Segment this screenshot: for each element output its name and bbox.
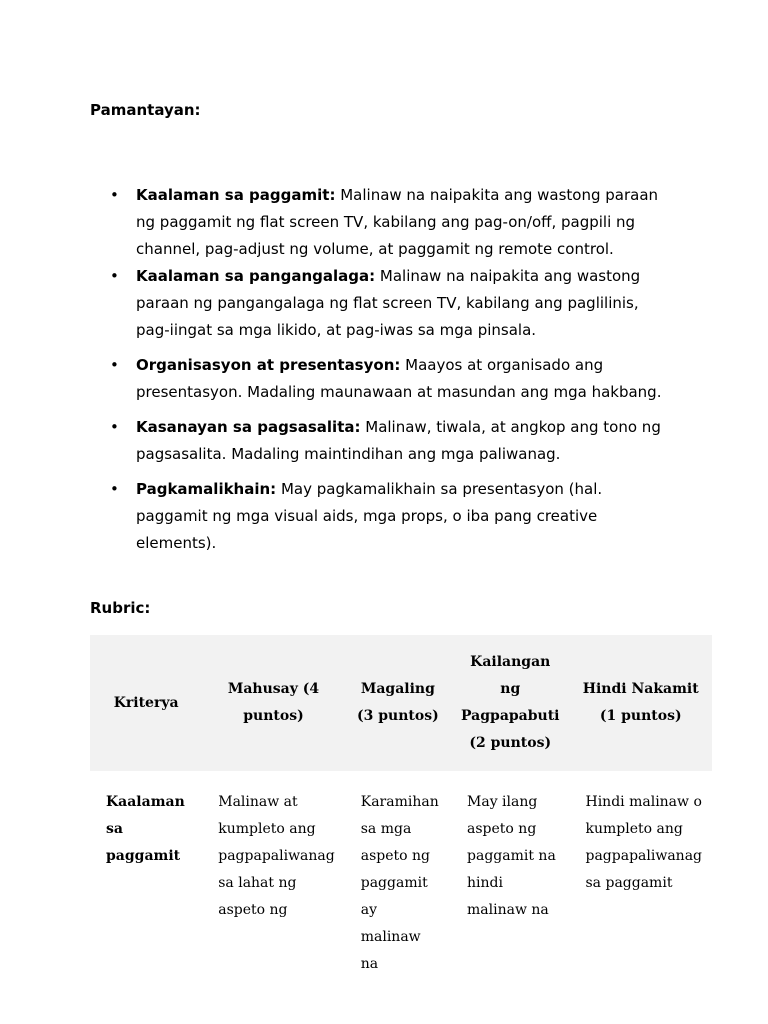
table-cell-hindi-nakamit: Hindi malinaw o kumpleto ang pagpapaliwanag sa paggamit <box>585 794 702 891</box>
header-kailangan-ng-pagpapabuti: Kailangan ng Pagpapabuti (2 puntos) <box>451 635 569 771</box>
bullet-icon: • <box>110 418 119 436</box>
criteria-item-organisasyon <box>0 352 666 406</box>
criteria-item-pagsasalita <box>0 414 666 468</box>
header-mahusay: Mahusay (4 puntos) <box>202 635 345 771</box>
criteria-item-pagkamalikhain <box>0 476 666 557</box>
criteria-description: Maayos at organisado ang presentasyon. Madaling maunawaan at masundan ang mga hakbang. <box>136 356 662 401</box>
criteria-title: Kasanayan sa pagsasalita: <box>136 418 361 436</box>
rubric-header-row <box>90 635 712 771</box>
rubric-table <box>90 635 712 978</box>
table-cell-criterion: Kaalaman sa paggamit <box>106 794 185 864</box>
header-hindi-nakamit: Hindi Nakamit (1 puntos) <box>570 635 713 771</box>
criteria-item-paggamit <box>0 182 666 263</box>
heading-rubric: Rubric: <box>90 599 151 617</box>
bullet-icon: • <box>110 267 119 285</box>
bullet-icon: • <box>110 356 119 374</box>
table-row <box>90 771 712 978</box>
table-cell-kailangan: May ilang aspeto ng paggamit na hindi malinaw na <box>467 794 556 918</box>
header-kriterya: Kriterya <box>90 635 202 771</box>
criteria-description: Malinaw na naipakita ang wastong paraan ng pangangalaga ng flat screen TV, kabilang ang paglilinis, pag-iingat sa mga likido, at pag-iwas sa mga pinsala. <box>136 267 641 339</box>
criteria-description: May pagkamalikhain sa presentasyon (hal. paggamit ng mga visual aids, mga props, o iba pang creative elements). <box>136 480 603 552</box>
criteria-list <box>0 182 768 557</box>
criteria-title: Pagkamalikhain: <box>136 480 277 498</box>
table-cell-mahusay: Malinaw at kumpleto ang pagpapaliwanag sa lahat ng aspeto ng <box>218 794 335 918</box>
criteria-title: Kaalaman sa pangangalaga: <box>136 267 376 285</box>
heading-pamantayan: Pamantayan: <box>90 101 201 119</box>
criteria-title: Kaalaman sa paggamit: <box>136 186 336 204</box>
bullet-icon: • <box>110 186 119 204</box>
criteria-item-pangangalaga <box>0 263 666 344</box>
criteria-title: Organisasyon at presentasyon: <box>136 356 401 374</box>
bullet-icon: • <box>110 480 119 498</box>
table-cell-magaling: Karamihan sa mga aspeto ng paggamit ay malinaw na <box>360 794 439 972</box>
criteria-description: Malinaw, tiwala, at angkop ang tono ng pagsasalita. Madaling maintindihan ang mga paliwanag. <box>136 418 661 463</box>
criteria-description: Malinaw na naipakita ang wastong paraan ng paggamit ng flat screen TV, kabilang ang pag-on/off, pagpili ng channel, pag-adjust ng volume, at paggamit ng remote control. <box>136 186 659 258</box>
header-magaling: Magaling (3 puntos) <box>345 635 451 771</box>
